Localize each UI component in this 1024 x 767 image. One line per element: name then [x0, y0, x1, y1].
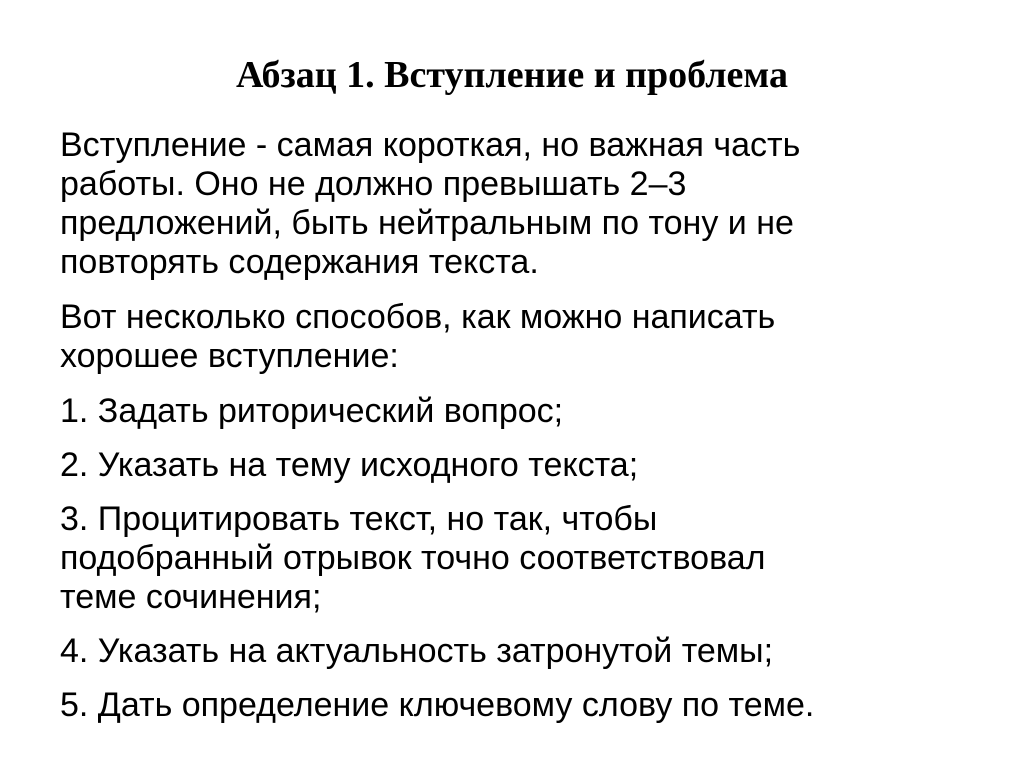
text-line: 5. Дать определение ключевому слову по теме.: [60, 686, 815, 724]
text-line: хорошее вступление:: [60, 337, 399, 375]
text-line: 2. Указать на тему исходного текста;: [60, 446, 639, 484]
text-line: 4. Указать на актуальность затронутой темы;: [60, 632, 774, 670]
text-line: теме сочинения;: [60, 578, 322, 616]
text-line: 3. Процитировать текст, но так, чтобы: [60, 500, 658, 538]
intro-paragraph: [60, 126, 960, 282]
methods-intro-paragraph: [60, 298, 960, 376]
slide-title: Абзац 1. Вступление и проблема: [235, 54, 789, 96]
text-line: Вот несколько способов, как можно написать: [60, 298, 776, 336]
slide-body: [60, 126, 960, 740]
text-line: работы. Оно не должно превышать 2–3: [60, 165, 687, 203]
text-line: предложений, быть нейтральным по тону и не: [60, 204, 794, 242]
list-item: [60, 500, 960, 617]
text-line: Вступление - самая короткая, но важная часть: [60, 126, 801, 164]
list-item: [60, 632, 960, 671]
text-line: 1. Задать риторический вопрос;: [60, 392, 564, 430]
list-item: [60, 446, 960, 485]
list-item: [60, 686, 960, 725]
list-item: [60, 392, 960, 431]
text-line: повторять содержания текста.: [60, 243, 539, 281]
text-line: подобранный отрывок точно соответствовал: [60, 539, 766, 577]
